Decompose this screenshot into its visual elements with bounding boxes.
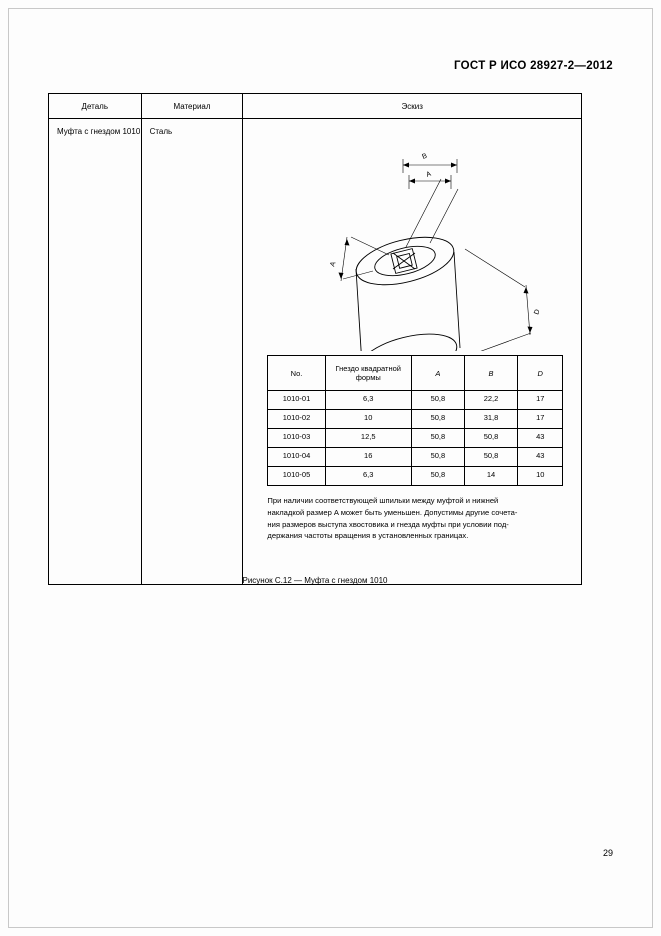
- dimension-label-d: D: [533, 308, 543, 316]
- note-line-3: ния размеров выступа хвостовика и гнезда муфты при условии под-: [267, 519, 509, 529]
- spec-cell-no: 1010-05: [268, 467, 325, 486]
- page-number: 29: [602, 848, 613, 858]
- dimension-label-b: B: [421, 152, 429, 161]
- table-row: [268, 410, 563, 429]
- spec-header-square-socket: Гнездо квадратной формы: [325, 356, 411, 391]
- table-row: [268, 448, 563, 467]
- table-row: [49, 119, 582, 585]
- coupling-drawing-svg: [243, 119, 577, 351]
- spec-cell-b: 31,8: [464, 410, 517, 429]
- table-row: [268, 391, 563, 410]
- spec-cell-b: 22,2: [464, 391, 517, 410]
- spec-cell-no: 1010-03: [268, 429, 325, 448]
- spec-cell-d: 17: [518, 410, 563, 429]
- spec-cell-square: 6,3: [325, 391, 411, 410]
- spec-cell-b: 50,8: [464, 429, 517, 448]
- dimension-label-square: A: [329, 260, 338, 268]
- column-header-detail: Деталь: [49, 94, 142, 119]
- spec-header-no: No.: [268, 356, 325, 391]
- spec-cell-d: 43: [518, 429, 563, 448]
- table-row: [268, 467, 563, 486]
- cell-detail-name: Муфта с гнездом 1010: [49, 119, 142, 585]
- spec-header-d: D: [518, 356, 563, 391]
- spec-cell-square: 16: [325, 448, 411, 467]
- table-row: [268, 429, 563, 448]
- spec-cell-no: 1010-04: [268, 448, 325, 467]
- cell-sketch: [243, 119, 582, 585]
- spec-cell-b: 50,8: [464, 448, 517, 467]
- column-header-material: Материал: [141, 94, 243, 119]
- note-line-4: держания частоты вращения в установленных границах.: [267, 531, 469, 541]
- note-line-1: При наличии соответствующей шпильки между муфтой и нижней: [267, 496, 499, 505]
- cell-material-name: Сталь: [141, 119, 243, 585]
- technical-drawing: [243, 119, 577, 351]
- main-table: [48, 93, 582, 585]
- spec-cell-no: 1010-01: [268, 391, 325, 410]
- dimension-label-a-top: A: [425, 170, 433, 179]
- spec-cell-d: 17: [518, 391, 563, 410]
- spec-cell-a: 50,8: [411, 467, 464, 486]
- figure-caption: Рисунок С.12 — Муфта с гнездом 1010: [242, 576, 388, 585]
- spec-header-b: B: [464, 356, 517, 391]
- spec-header-row: [268, 356, 563, 391]
- spec-cell-d: 43: [518, 448, 563, 467]
- spec-cell-square: 10: [325, 410, 411, 429]
- spec-cell-d: 10: [518, 467, 563, 486]
- spec-cell-square: 12,5: [325, 429, 411, 448]
- column-header-sketch: Эскиз: [243, 94, 582, 119]
- specification-table: [267, 355, 563, 486]
- note-text: [267, 495, 559, 542]
- spec-cell-a: 50,8: [411, 429, 464, 448]
- spec-header-a: A: [411, 356, 464, 391]
- spec-cell-a: 50,8: [411, 391, 464, 410]
- table-header-row: [49, 94, 582, 119]
- spec-cell-a: 50,8: [411, 448, 464, 467]
- spec-cell-b: 14: [464, 467, 517, 486]
- spec-cell-square: 6,3: [325, 467, 411, 486]
- spec-cell-a: 50,8: [411, 410, 464, 429]
- note-line-2: накладкой размер A может быть уменьшен. Допустимы другие сочета-: [267, 507, 518, 517]
- standard-header: ГОСТ Р ИСО 28927-2—2012: [453, 60, 613, 72]
- spec-cell-no: 1010-02: [268, 410, 325, 429]
